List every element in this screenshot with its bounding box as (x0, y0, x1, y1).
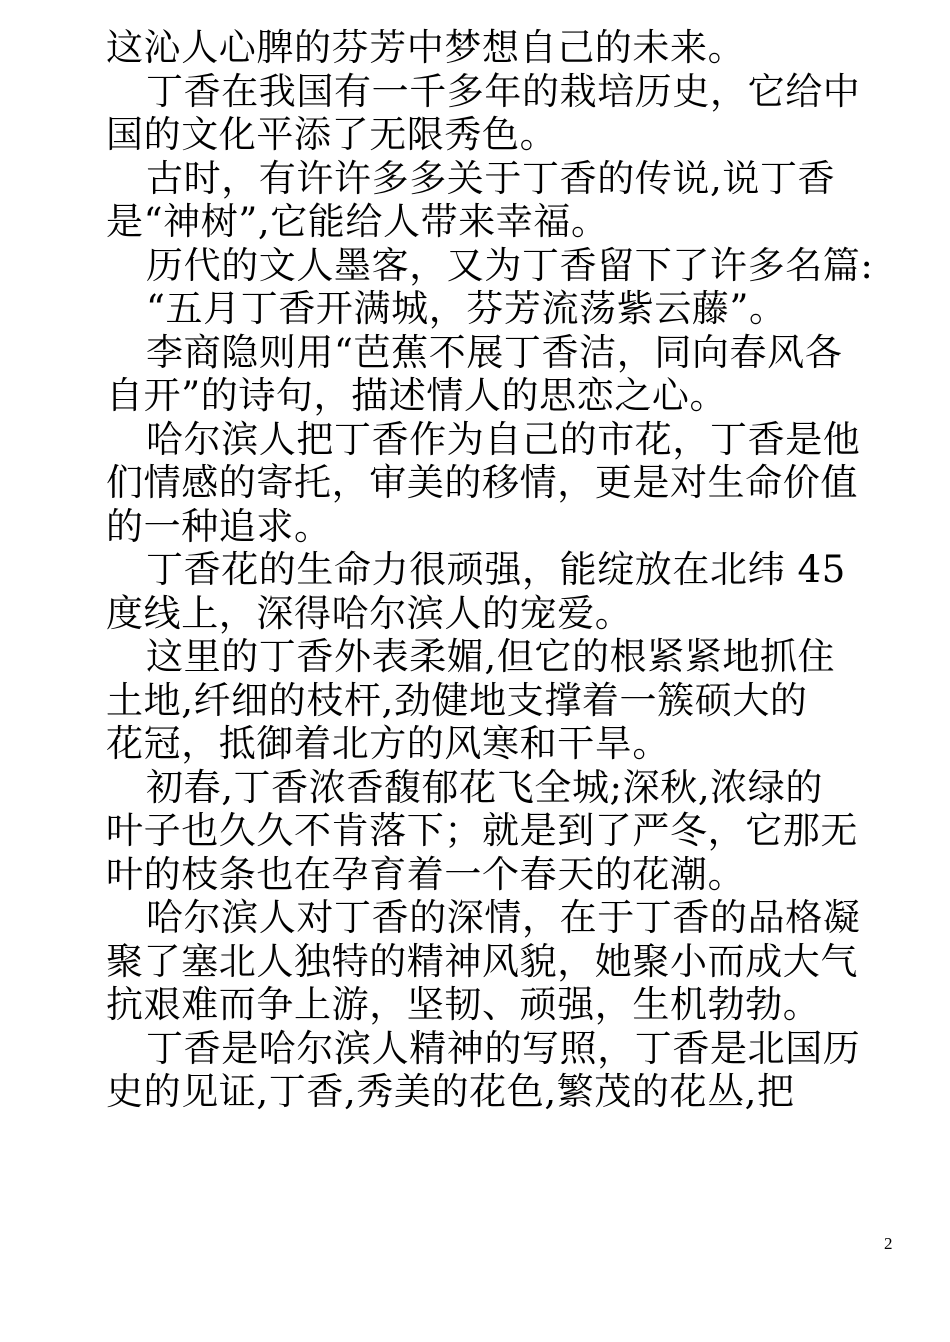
text-line: 史的见证,丁香,秀美的花色,繁茂的花丛,把 (106, 1070, 795, 1113)
text-line: 历代的文人墨客，又为丁香留下了许多名篇: (146, 243, 874, 287)
body-text (106, 26, 902, 1114)
text-line: 哈尔滨人把丁香作为自己的市花，丁香是他 (146, 417, 861, 461)
text-line: 度线上，深得哈尔滨人的宠爱。 (106, 591, 633, 635)
text-line: 的一种追求。 (106, 504, 332, 548)
text-line: 国的文化平添了无限秀色。 (106, 113, 558, 156)
text-line: 哈尔滨人对丁香的深情，在于丁香的品格凝 (146, 896, 861, 939)
text-line: 花冠，抵御着北方的风寒和干旱。 (106, 722, 670, 765)
text-line: 丁香在我国有一千多年的栽培历史，它给中 (146, 69, 861, 113)
text-line: 叶的枝条也在孕育着一个春天的花潮。 (106, 852, 746, 896)
text-line: 丁香花的生命力很顽强，能绽放在北纬 45 (146, 548, 846, 591)
text-line: “五月丁香开满城，芬芳流荡紫云藤”。 (146, 287, 787, 330)
text-line: 初春,丁香浓香馥郁花飞全城;深秋,浓绿的 (146, 765, 823, 809)
text-line: 这沁人心脾的芬芳中梦想自己的未来。 (106, 26, 746, 69)
page-number: 2 (884, 1234, 893, 1253)
text-line: 这里的丁香外表柔媚,但它的根紧紧地抓住 (146, 635, 836, 678)
text-line: 们情感的寄托，审美的移情，更是对生命价值 (106, 461, 858, 504)
text-line: 自开”的诗句，描述情人的思恋之心。 (106, 374, 728, 417)
text-line: 李商隐则用“芭蕉不展丁香洁，同向春风各 (146, 330, 843, 374)
text-line: 丁香是哈尔滨人精神的写照，丁香是北国历 (146, 1026, 861, 1070)
text-line: 聚了塞北人独特的精神风貌，她聚小而成大气 (106, 939, 858, 983)
text-line: 土地,纤细的枝杆,劲健地支撑着一簇硕大的 (106, 678, 808, 722)
text-line: 古时，有许许多多关于丁香的传说,说丁香 (146, 156, 836, 200)
text-line: 抗艰难而争上游，坚韧、顽强，生机勃勃。 (106, 983, 821, 1026)
text-line: 是“神树”,它能给人带来幸福。 (106, 200, 609, 243)
text-line: 叶子也久久不肯落下；就是到了严冬，它那无 (106, 809, 858, 852)
